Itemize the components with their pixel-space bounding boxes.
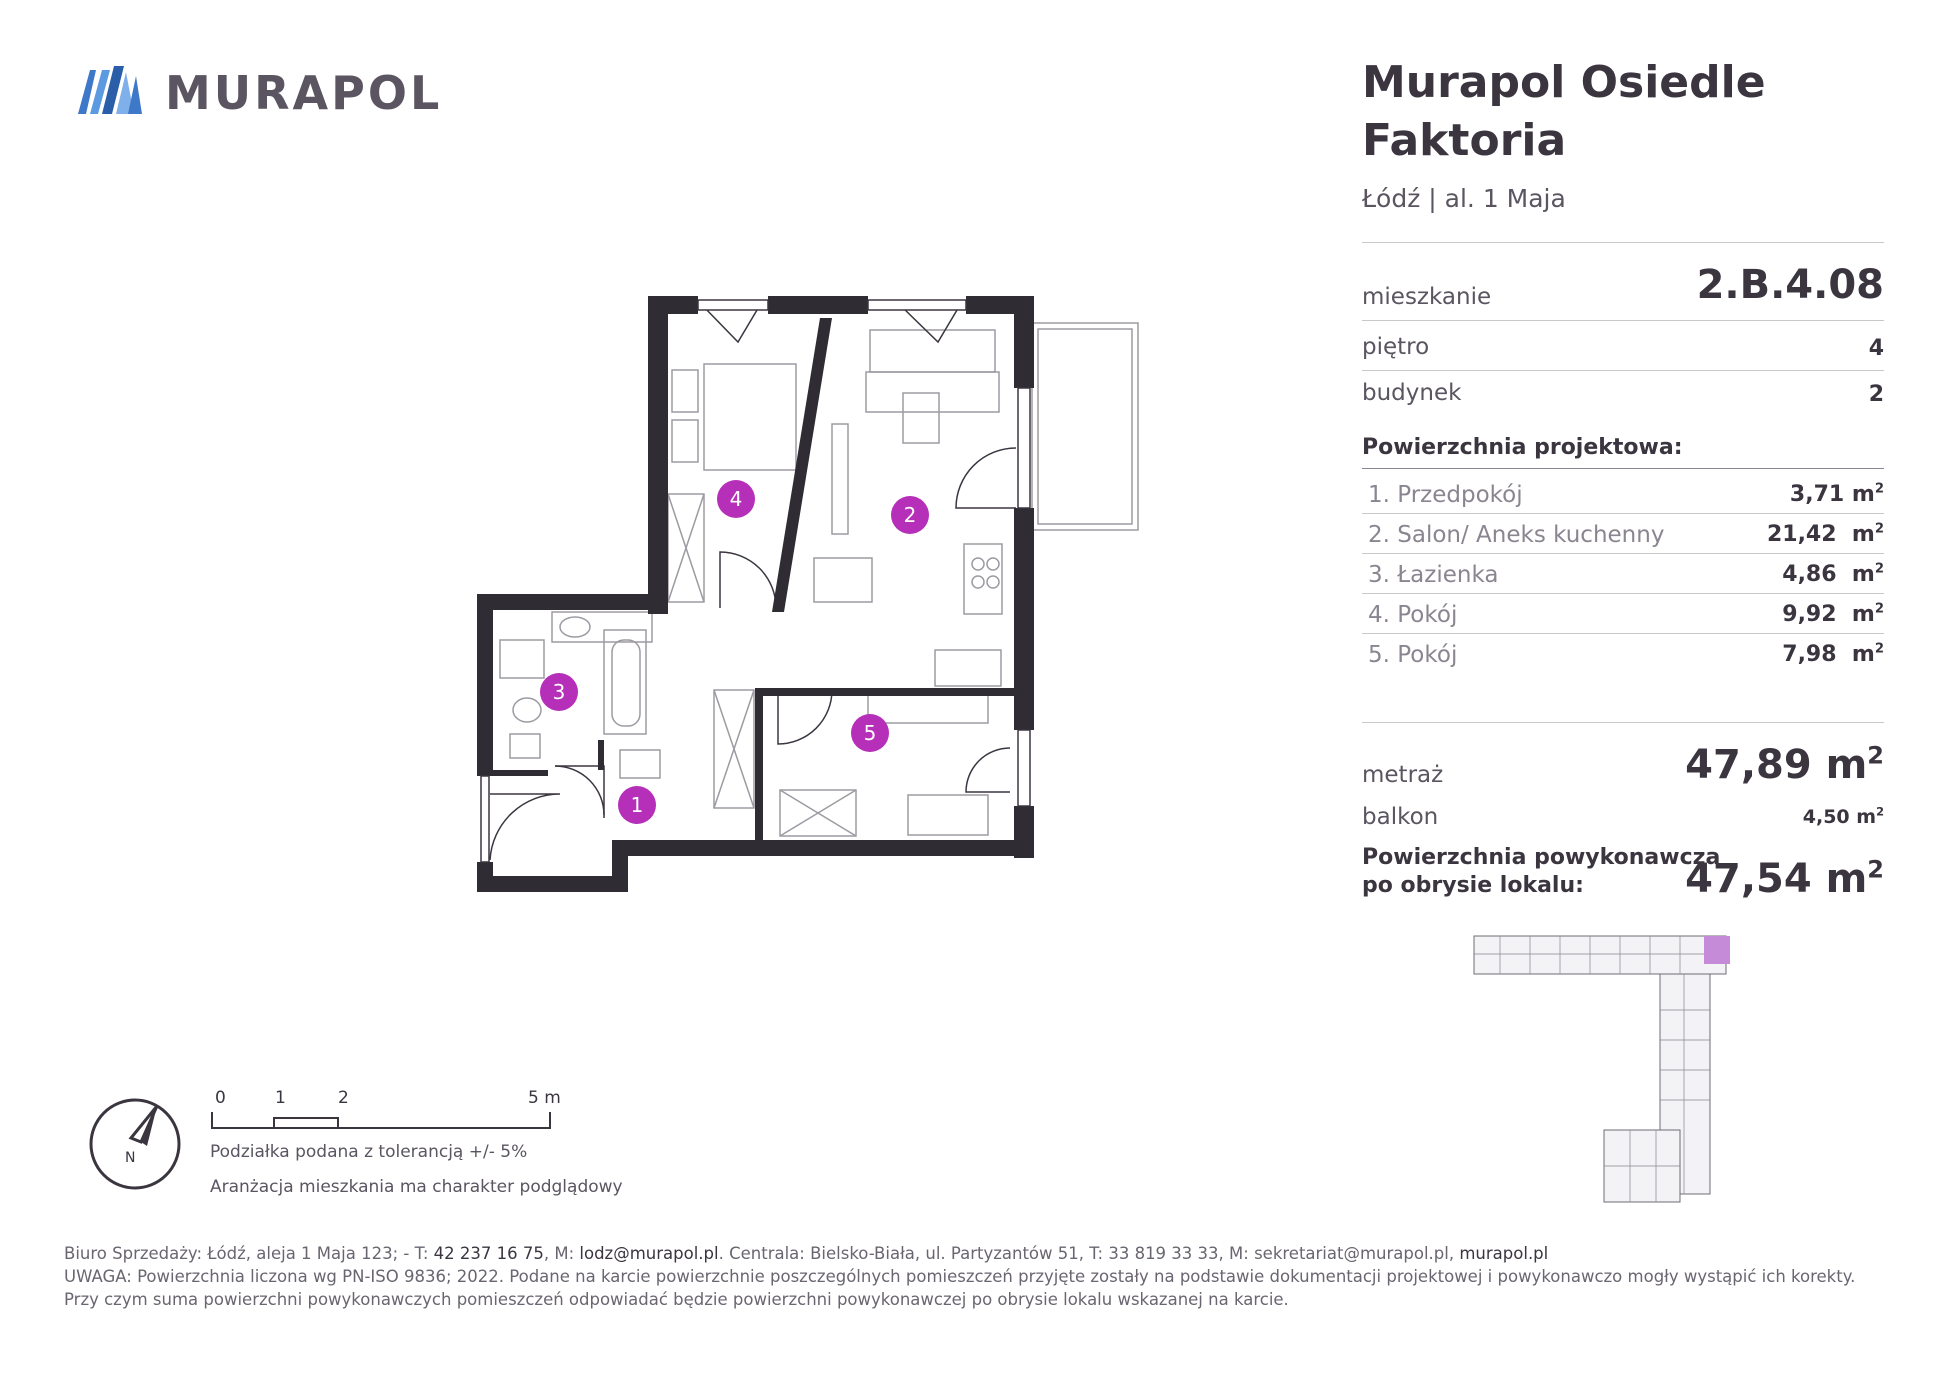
divider bbox=[1362, 722, 1884, 723]
room-2-label: 2. Salon/ Aneks kuchenny bbox=[1368, 522, 1665, 548]
divider bbox=[1362, 242, 1884, 243]
room-3-value: 4,86 $m^2$ bbox=[1782, 561, 1884, 587]
mieszkanie-label: mieszkanie bbox=[1362, 284, 1492, 310]
room-marker-5-label: 5 bbox=[863, 721, 877, 745]
powykonawcza-value: 47,54 $m^2$ bbox=[1685, 855, 1884, 902]
divider bbox=[1362, 553, 1884, 554]
room-3-label: 3. Łazienka bbox=[1368, 562, 1499, 588]
walls bbox=[477, 296, 1034, 892]
north-arrow-icon bbox=[85, 1092, 185, 1192]
scale-tick-1: 1 bbox=[275, 1088, 286, 1108]
divider bbox=[1362, 320, 1884, 321]
svg-text:N: N bbox=[125, 1150, 136, 1166]
mieszkanie-value: 2.B.4.08 bbox=[1696, 262, 1884, 308]
divider bbox=[1362, 593, 1884, 594]
footer-note-2: Przy czym suma powierzchni powykonawczych pomieszczeń odpowiadać będzie powierzchni powykonawczej po obrysie lokalu wskazanej na karcie. bbox=[64, 1290, 1289, 1309]
floor-plan bbox=[470, 290, 1150, 900]
project-address: Łódź | al. 1 Maja bbox=[1362, 184, 1566, 213]
scale-tick-0: 0 bbox=[215, 1088, 226, 1108]
room-2-value: 21,42 $m^2$ bbox=[1766, 521, 1884, 547]
budynek-label: budynek bbox=[1362, 380, 1462, 406]
logo-text: MURAPOL bbox=[165, 66, 443, 120]
room-marker-1-label: 1 bbox=[630, 793, 644, 817]
tolerance-note: Podziałka podana z tolerancją +/- 5% bbox=[210, 1142, 528, 1162]
title-line-1: Murapol Osiedle bbox=[1362, 57, 1766, 108]
furniture bbox=[500, 323, 1138, 836]
divider bbox=[1362, 513, 1884, 514]
murapol-logo bbox=[76, 62, 156, 120]
scale-bar bbox=[210, 1084, 570, 1134]
room-1-label: 1. Przedpokój bbox=[1368, 482, 1523, 508]
room-4-label: 4. Pokój bbox=[1368, 602, 1458, 628]
room-1-value: 3,71 $m^2$ bbox=[1789, 481, 1884, 507]
balcony-outline bbox=[1032, 323, 1138, 530]
divider bbox=[1362, 370, 1884, 371]
divider bbox=[1362, 468, 1884, 469]
building-location-map bbox=[1470, 930, 1740, 1205]
room-marker-4-label: 4 bbox=[729, 487, 743, 511]
doors bbox=[490, 305, 1016, 860]
balkon-value: 4,50 $m^2$ bbox=[1802, 804, 1884, 828]
room-5-label: 5. Pokój bbox=[1368, 642, 1458, 668]
room-5-value: 7,98 $m^2$ bbox=[1782, 641, 1884, 667]
metraz-value: 47,89 $m^2$ bbox=[1685, 741, 1884, 788]
title-line-2: Faktoria bbox=[1362, 115, 1567, 166]
room-marker-2-label: 2 bbox=[903, 503, 917, 527]
footer-contact: Biuro Sprzedaży: Łódź, aleja 1 Maja 123; - T: 42 237 16 75, M: lodz@murapol.pl. Centrala: Bielsko-Biała, ul. Partyzantów 51, T: 33 819 33 33, M: sekretariat@murapol.pl, murapol.pl bbox=[64, 1244, 1549, 1263]
scale-tick-2: 2 bbox=[338, 1088, 349, 1108]
room-marker-3-label: 3 bbox=[552, 680, 566, 704]
room-markers bbox=[540, 480, 929, 824]
footer-note-1: UWAGA: Powierzchnia liczona wg PN-ISO 9836; 2022. Podane na karcie powierzchnie poszczególnych pomieszczeń przyjęte zostały na podstawie dokumentacji projektowej i powykonawczo mogły wystąpić ich korekty. bbox=[64, 1267, 1856, 1286]
divider bbox=[1362, 633, 1884, 634]
pietro-label: piętro bbox=[1362, 334, 1430, 360]
area-heading: Powierzchnia projektowa: bbox=[1362, 435, 1683, 460]
room-4-value: 9,92 $m^2$ bbox=[1782, 601, 1884, 627]
metraz-label: metraż bbox=[1362, 762, 1444, 788]
scale-tick-5: 5 m bbox=[528, 1088, 561, 1108]
pietro-value: 4 bbox=[1868, 336, 1884, 361]
apartment-highlight bbox=[1704, 936, 1730, 964]
budynek-value: 2 bbox=[1868, 382, 1884, 407]
balkon-label: balkon bbox=[1362, 804, 1439, 830]
powykonawcza-label: Powierzchnia powykonawcza po obrysie lokalu: bbox=[1362, 845, 1721, 898]
project-title bbox=[1362, 54, 1882, 170]
arrangement-note: Aranżacja mieszkania ma charakter podglądowy bbox=[210, 1177, 623, 1197]
